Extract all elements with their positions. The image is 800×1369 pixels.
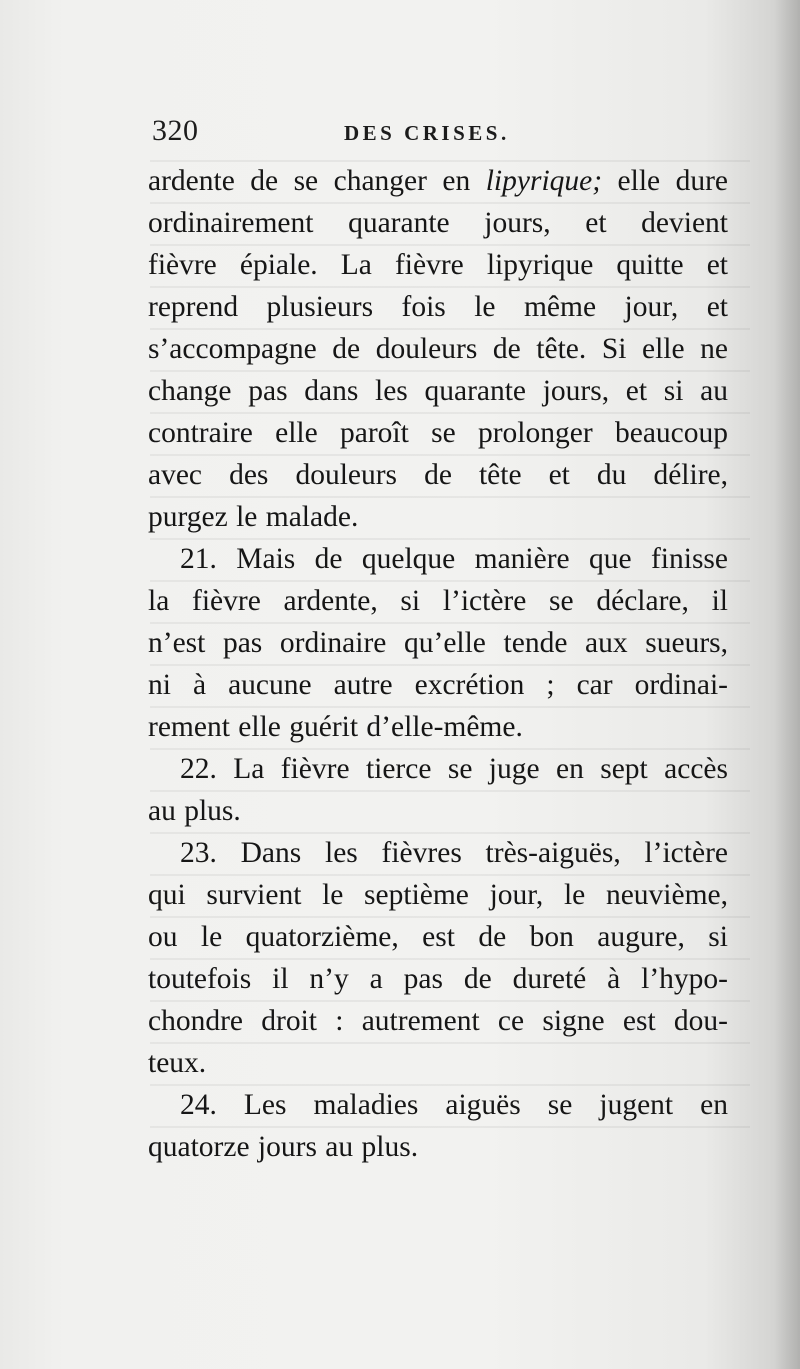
- text-line: qui survient le septième jour, le neuvième,: [148, 879, 728, 911]
- text-line: change pas dans les quarante jours, et si au: [148, 375, 728, 407]
- text-line: s’accompagne de douleurs de tête. Si elle ne: [148, 333, 728, 365]
- text-line: au plus.: [148, 795, 241, 827]
- text-line: quatorze jours au plus.: [148, 1131, 419, 1163]
- text-line: fièvre épiale. La fièvre lipyrique quitte et: [148, 249, 728, 281]
- text-line: 24. Les maladies aiguës se jugent en: [180, 1089, 728, 1121]
- text-line: reprend plusieurs fois le même jour, et: [148, 291, 728, 323]
- text-line: 23. Dans les fièvres très-aiguës, l’ictère: [180, 837, 728, 869]
- italic-term: lipyrique;: [485, 165, 603, 197]
- text-line: chondre droit : autrement ce signe est dou-: [148, 1005, 728, 1037]
- text-line: contraire elle paroît se prolonger beaucoup: [148, 417, 728, 449]
- text-line: avec des douleurs de tête et du délire,: [148, 459, 728, 491]
- text-line: ni à aucune autre excrétion ; car ordinai-: [148, 669, 728, 701]
- text-line: [148, 160, 728, 202]
- paragraph-24: [148, 1084, 728, 1168]
- text-run: ardente de se changer en: [148, 165, 486, 197]
- text-line: ou le quatorzième, est de bon augure, si: [148, 921, 728, 953]
- text-line: purgez le malade.: [148, 501, 359, 533]
- text-line: 22. La fièvre tierce se juge en sept accès: [180, 753, 728, 785]
- page-number: 320: [152, 114, 199, 147]
- text-line: n’est pas ordinaire qu’elle tende aux sueurs,: [148, 627, 728, 659]
- text-run: elle dure: [602, 165, 728, 197]
- text-line: teux.: [148, 1047, 207, 1079]
- paragraph-continuation: [148, 160, 728, 538]
- page-header: [150, 114, 730, 154]
- paragraph-23: [148, 832, 728, 1084]
- body-text: [148, 160, 728, 1168]
- page-edge-shadow: [774, 0, 800, 1369]
- running-head: DES CRISES.: [344, 121, 510, 145]
- text-line: ordinairement quarante jours, et devient: [148, 207, 728, 239]
- text-line: la fièvre ardente, si l’ictère se déclare, il: [148, 585, 728, 617]
- paragraph-21: [148, 538, 728, 748]
- text-line: toutefois il n’y a pas de dureté à l’hypo-: [148, 963, 728, 995]
- text-line: 21. Mais de quelque manière que finisse: [180, 543, 728, 575]
- paragraph-22: [148, 748, 728, 832]
- text-line: rement elle guérit d’elle-même.: [148, 711, 523, 743]
